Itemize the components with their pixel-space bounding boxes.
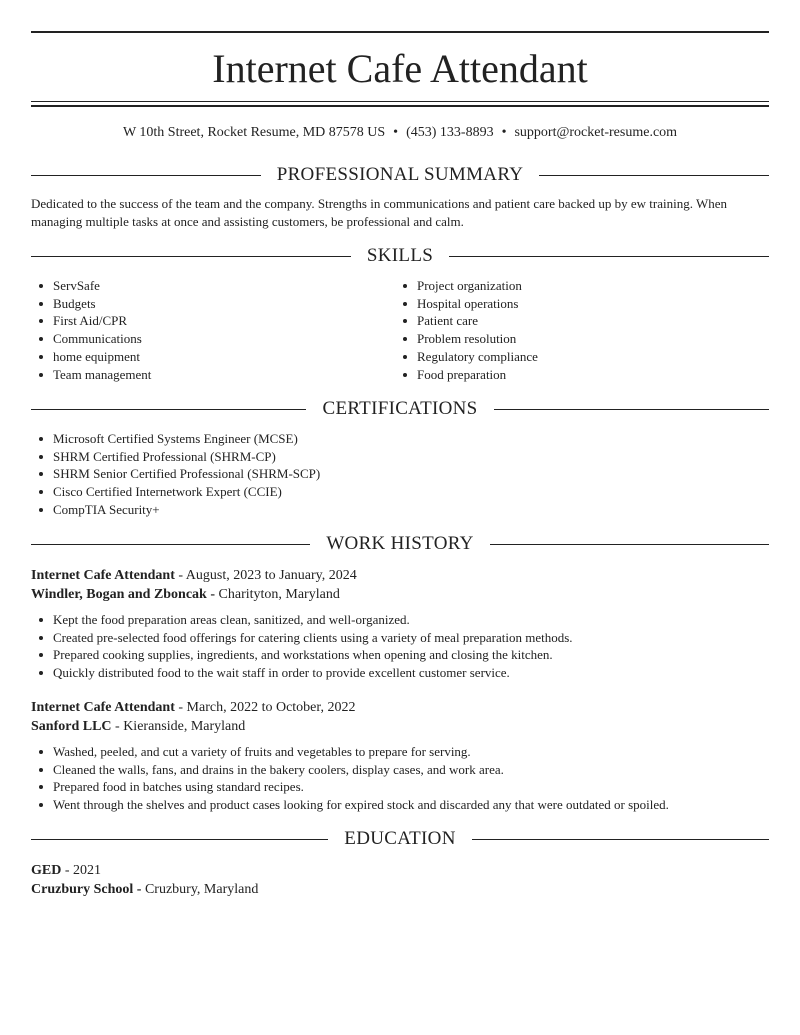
certification-item: Cisco Certified Internetwork Expert (CCIE) <box>31 483 769 501</box>
heading-rule-left <box>31 544 310 545</box>
heading-rule-left <box>31 839 328 840</box>
job-duty: Went through the shelves and product cases looking for expired stock and discarded any that were outdated or spoiled. <box>31 796 769 814</box>
summary-title: PROFESSIONAL SUMMARY <box>276 164 524 185</box>
work-heading <box>31 532 769 556</box>
contact-address: W 10th Street, Rocket Resume, MD 87578 US <box>122 125 386 140</box>
heading-rule-right <box>490 544 769 545</box>
skill-item: Communications <box>31 330 391 348</box>
certification-item: SHRM Senior Certified Professional (SHRM-SCP) <box>31 465 769 483</box>
resume-title: Internet Cafe Attendant <box>212 46 588 91</box>
skill-item: Team management <box>31 366 391 384</box>
job-company-line <box>31 585 769 604</box>
certification-item: CompTIA Security+ <box>31 501 769 519</box>
contact-separator: • <box>501 125 507 140</box>
education-title: EDUCATION <box>344 828 456 849</box>
heading-rule-left <box>31 175 261 176</box>
job-title: Internet Cafe Attendant <box>31 568 175 583</box>
skill-item: Budgets <box>31 295 391 313</box>
job-title: Internet Cafe Attendant <box>31 700 175 715</box>
certifications-list <box>31 430 769 519</box>
job-duty: Created pre-selected food offerings for catering clients using a variety of meal preparation methods. <box>31 629 769 647</box>
title-rule-thick <box>31 105 769 107</box>
skill-item: Regulatory compliance <box>395 348 755 366</box>
job-duty: Prepared food in batches using standard recipes. <box>31 778 769 796</box>
certifications-title: CERTIFICATIONS <box>322 398 478 419</box>
job-duty: Quickly distributed food to the wait staff in order to provide excellent customer service. <box>31 664 769 682</box>
certification-item: SHRM Certified Professional (SHRM-CP) <box>31 448 769 466</box>
education-year: - 2021 <box>61 863 102 878</box>
certifications-heading <box>31 397 769 421</box>
education-location: Cruzbury, Maryland <box>141 882 259 897</box>
skill-item: Hospital operations <box>395 295 755 313</box>
skill-item: ServSafe <box>31 277 391 295</box>
heading-rule-left <box>31 409 306 410</box>
education-degree-line <box>31 861 769 880</box>
education-school: Cruzbury School - <box>31 882 142 897</box>
job-duty: Washed, peeled, and cut a variety of fruits and vegetables to prepare for serving. <box>31 743 769 761</box>
summary-heading <box>31 163 769 187</box>
skill-item: Problem resolution <box>395 330 755 348</box>
job-duty: Cleaned the walls, fans, and drains in the bakery coolers, display cases, and work area. <box>31 761 769 779</box>
job-location: Charityton, Maryland <box>215 587 340 602</box>
summary-text: Dedicated to the success of the team and the company. Strengths in communications and patient care backed up by ew training. When managing multiple tasks at once and assisting customers, be professional and calm. <box>31 196 728 229</box>
job-title-line <box>31 566 769 585</box>
skill-item: Patient care <box>395 312 755 330</box>
skill-item: Food preparation <box>395 366 755 384</box>
contact-email: support@rocket-resume.com <box>514 125 678 140</box>
education-heading <box>31 827 769 851</box>
skill-item: home equipment <box>31 348 391 366</box>
skills-title: SKILLS <box>366 245 434 266</box>
job-title-line <box>31 698 769 717</box>
job-location: - Kieranside, Maryland <box>111 719 246 734</box>
job-dates: - August, 2023 to January, 2024 <box>174 568 357 583</box>
heading-rule-right <box>539 175 769 176</box>
job-dates: - March, 2022 to October, 2022 <box>174 700 356 715</box>
skills-heading <box>31 244 769 268</box>
certification-item: Microsoft Certified Systems Engineer (MCSE) <box>31 430 769 448</box>
work-title: WORK HISTORY <box>326 533 474 554</box>
skills-list-right <box>395 277 755 383</box>
heading-rule-right <box>472 839 769 840</box>
job-duty: Kept the food preparation areas clean, sanitized, and well-organized. <box>31 611 769 629</box>
education-school-line <box>31 880 769 899</box>
contact-phone: (453) 133-8893 <box>406 125 494 140</box>
job-duty: Prepared cooking supplies, ingredients, and workstations when opening and closing the kitchen. <box>31 646 769 664</box>
skills-list-left <box>31 277 391 383</box>
title-rule-thin <box>31 101 769 102</box>
job-company: Sanford LLC <box>31 719 112 734</box>
job-company: Windler, Bogan and Zboncak - <box>31 587 216 602</box>
heading-rule-left <box>31 256 351 257</box>
top-rule <box>31 31 769 33</box>
job-company-line <box>31 717 769 736</box>
job-duties-list <box>31 743 769 814</box>
heading-rule-right <box>449 256 769 257</box>
skill-item: First Aid/CPR <box>31 312 391 330</box>
contact-separator: • <box>393 125 399 140</box>
job-duties-list <box>31 611 769 682</box>
education-degree: GED <box>31 863 62 878</box>
skill-item: Project organization <box>395 277 755 295</box>
contact-line <box>31 123 769 143</box>
heading-rule-right <box>494 409 769 410</box>
